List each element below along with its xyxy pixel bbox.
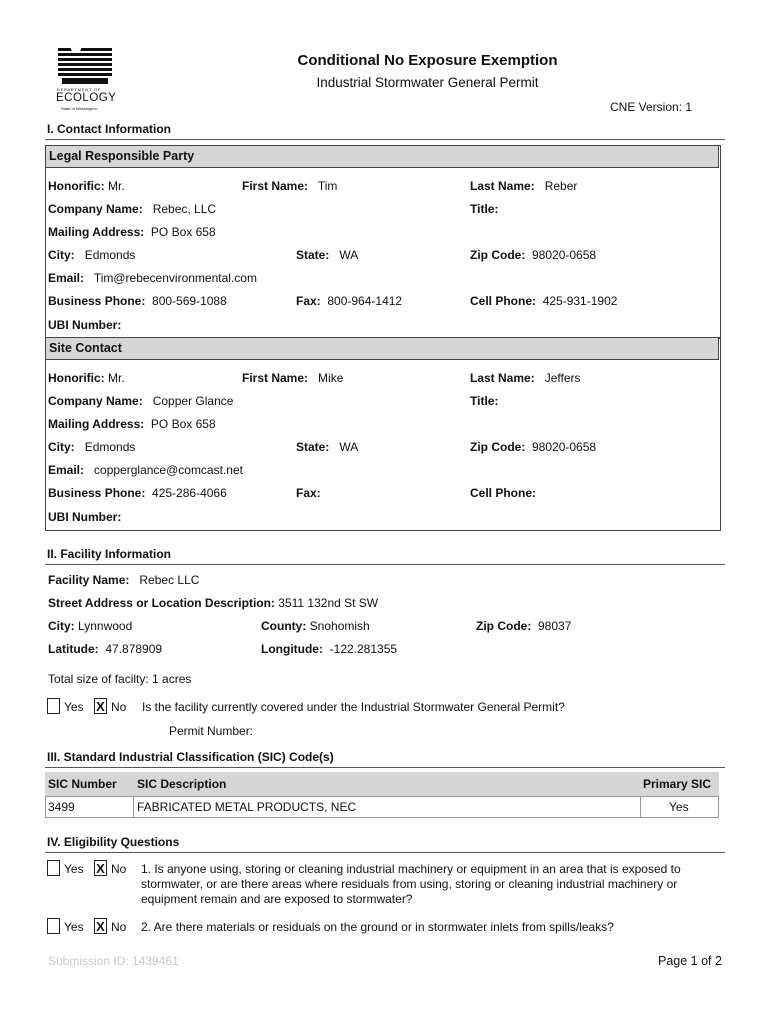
facility-street: 3511 132nd St SW [278,596,379,610]
sic-col-number: SIC Number [48,777,117,791]
label: Title: [470,202,499,216]
label: Last Name: [470,371,535,385]
legal-company: Rebec, LLC [152,202,217,216]
legal-mailing: PO Box 658 [150,225,216,239]
divider [45,564,725,565]
label: Cell Phone: [470,294,537,308]
sic-col-description: SIC Description [137,777,227,791]
legal-cell: 425-931-1902 [542,294,618,308]
facility-latitude: 47.878909 [105,642,163,656]
label: Fax: [296,294,321,308]
site-mailing: PO Box 658 [150,417,216,431]
q1-text-line2: stormwater, or are there areas where residuals from using, storing or cleaning industrial machinery or [141,877,678,891]
washington-state-logo-icon [52,44,118,88]
divider [45,852,725,853]
facility-name: Rebec LLC [139,573,200,587]
yes-label: Yes [64,920,84,934]
facility-county: Snohomish [309,619,370,633]
logo-state: State of Washington [61,106,97,111]
legal-email: Tim@rebecenvironmental.com [93,271,257,285]
site-zip: 98020-0658 [532,440,597,454]
q1-text-line3: equipment remain and are exposed to stormwater? [141,892,413,906]
legal-zip: 98020-0658 [532,248,597,262]
section-contact-heading: I. Contact Information [47,122,171,136]
cne-version: CNE Version: 1 [610,100,693,114]
q2-yes-checkbox[interactable] [47,918,60,934]
site-last-name: Jeffers [544,371,581,385]
page-number: Page 1 of 2 [658,954,722,968]
facility-longitude: -122.281355 [329,642,398,656]
label: Mailing Address: [48,225,145,239]
label: Email: [48,463,85,477]
page-title: Conditional No Exposure Exemption [297,52,558,69]
yes-label: Yes [64,862,84,876]
label: Business Phone: [48,294,146,308]
site-honorific: Mr. [108,371,125,385]
label: Mailing Address: [48,417,145,431]
logo-ecology: ECOLOGY [56,92,117,104]
label: UBI Number: [48,510,122,524]
label: State: [296,440,330,454]
no-label: No [111,700,127,714]
label: Zip Code: [476,619,532,633]
label: Latitude: [48,642,99,656]
site-first-name: Mike [318,371,344,385]
no-label: No [111,862,127,876]
covered-question: Is the facility currently covered under the Industrial Stormwater General Permit? [142,700,565,714]
legal-party-box [45,145,721,339]
label: First Name: [242,179,309,193]
sic-number: 3499 [48,800,75,814]
legal-city: Edmonds [84,248,136,262]
ecology-logo [52,44,118,114]
label: Street Address or Location Description: [48,596,275,610]
no-label: No [111,920,127,934]
label: Longitude: [261,642,323,656]
label: Honorific: [48,179,105,193]
label: UBI Number: [48,318,122,332]
label: Honorific: [48,371,105,385]
facility-city: Lynnwood [78,619,133,633]
sic-primary: Yes [669,800,689,814]
page-subtitle: Industrial Stormwater General Permit [316,75,539,90]
q1-text-line1: 1. Is anyone using, storing or cleaning industrial machinery or equipment in an area that is exposed to [141,862,681,876]
q1-no-checkbox[interactable]: X [94,860,107,876]
covered-yes-checkbox[interactable] [47,698,60,714]
section-sic-heading: III. Standard Industrial Classification (SIC) Code(s) [47,750,334,764]
label: Last Name: [470,179,535,193]
site-email: copperglance@comcast.net [94,463,243,477]
site-state: WA [339,440,359,454]
legal-first-name: Tim [317,179,338,193]
section-eligibility-heading: IV. Eligibility Questions [47,835,180,849]
legal-business-phone: 800-569-1088 [152,294,227,308]
divider [133,796,134,818]
label: Zip Code: [470,440,526,454]
label: State: [296,248,330,262]
label: Facility Name: [48,573,130,587]
site-company: Copper Glance [152,394,234,408]
logo-dept: DEPARTMENT OF [57,87,102,92]
divider [45,139,725,140]
site-contact-box [45,337,721,531]
legal-honorific: Mr. [108,179,125,193]
submission-id: Submission ID: 1439461 [48,954,179,968]
label: Title: [470,394,499,408]
section-facility-heading: II. Facility Information [47,547,172,561]
site-city: Edmonds [84,440,136,454]
label: County: [261,619,307,633]
label: Business Phone: [48,486,146,500]
label: Cell Phone: [470,486,537,500]
legal-fax: 800-964-1412 [327,294,403,308]
q1-yes-checkbox[interactable] [47,860,60,876]
permit-number-label: Permit Number: [169,724,254,738]
label: First Name: [242,371,309,385]
facility-zip: 98037 [538,619,572,633]
divider [640,796,641,818]
sic-description: FABRICATED METAL PRODUCTS, NEC [137,800,357,814]
site-contact-bar: Site Contact [45,337,719,360]
site-business-phone: 425-286-4066 [152,486,227,500]
label: City: [48,248,75,262]
divider [45,767,725,768]
q2-text: 2. Are there materials or residuals on the ground or in stormwater inlets from spills/leaks? [141,920,614,934]
legal-party-bar: Legal Responsible Party [45,145,719,168]
yes-label: Yes [64,700,84,714]
label: Company Name: [48,394,143,408]
label: Zip Code: [470,248,526,262]
covered-no-checkbox[interactable]: X [94,698,107,714]
label: Company Name: [48,202,143,216]
q2-no-checkbox[interactable]: X [94,918,107,934]
label: City: [48,619,75,633]
label: City: [48,440,75,454]
legal-last-name: Reber [544,179,578,193]
facility-size: Total size of facilty: 1 acres [48,672,192,686]
sic-col-primary: Primary SIC [643,777,712,791]
label: Fax: [296,486,321,500]
label: Email: [48,271,85,285]
legal-state: WA [339,248,359,262]
